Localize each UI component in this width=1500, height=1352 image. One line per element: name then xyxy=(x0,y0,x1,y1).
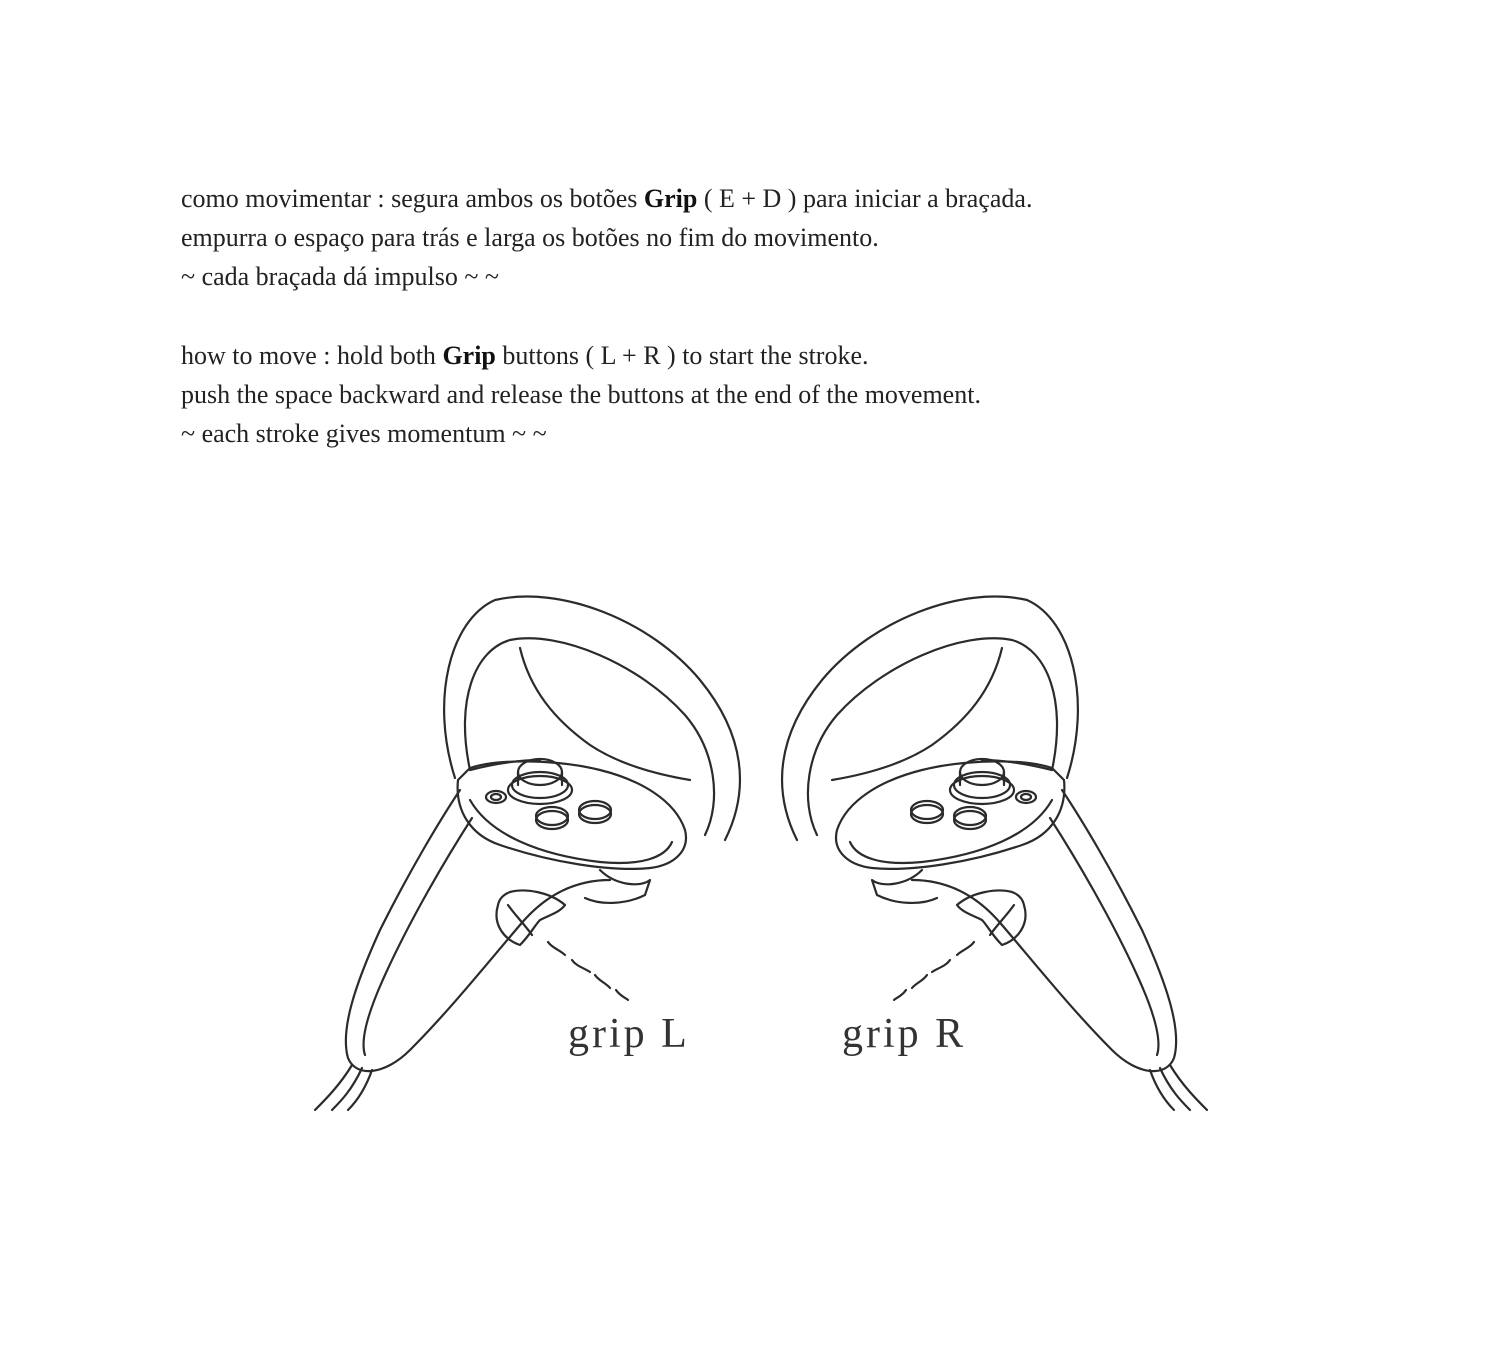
pt-line-3: ~ cada braçada dá impulso ~ ~ xyxy=(181,262,499,291)
left-face-plate xyxy=(458,761,686,868)
right-grip-trigger xyxy=(957,891,1025,945)
left-button-x xyxy=(536,807,568,825)
left-ring-outer xyxy=(444,597,740,840)
en-grip-bold: Grip xyxy=(442,341,496,370)
grip-right-label: grip R xyxy=(842,1011,967,1057)
left-grip-trigger xyxy=(497,891,565,945)
pt-line-1 xyxy=(181,179,1032,218)
en-line-3: ~ each stroke gives momentum ~ ~ xyxy=(181,419,547,448)
left-button-y xyxy=(579,801,611,819)
pt-line-2: empurra o espaço para trás e larga os botões no fim do movimento. xyxy=(181,223,879,252)
pt-line-1-end: ( E + D ) para iniciar a braçada. xyxy=(697,184,1033,213)
grip-left-label: grip L xyxy=(568,1011,690,1057)
pt-line-1-start: como movimentar : segura ambos os botões xyxy=(181,184,644,213)
en-line-2: push the space backward and release the buttons at the end of the movement. xyxy=(181,380,981,409)
right-ring-outer xyxy=(782,597,1078,840)
right-button-a xyxy=(954,807,986,825)
instructions-portuguese xyxy=(181,179,1032,296)
right-menu-button xyxy=(1016,791,1036,803)
en-line-1 xyxy=(181,336,981,375)
right-face-plate xyxy=(836,761,1064,868)
right-button-b xyxy=(911,801,943,819)
en-line-1-start: how to move : hold both xyxy=(181,341,443,370)
pt-grip-bold: Grip xyxy=(643,184,698,213)
controllers-illustration xyxy=(0,560,1500,1120)
left-menu-button xyxy=(486,791,506,803)
en-line-1-end: buttons ( L + R ) to start the stroke. xyxy=(495,341,869,370)
instructions-english xyxy=(181,336,981,453)
